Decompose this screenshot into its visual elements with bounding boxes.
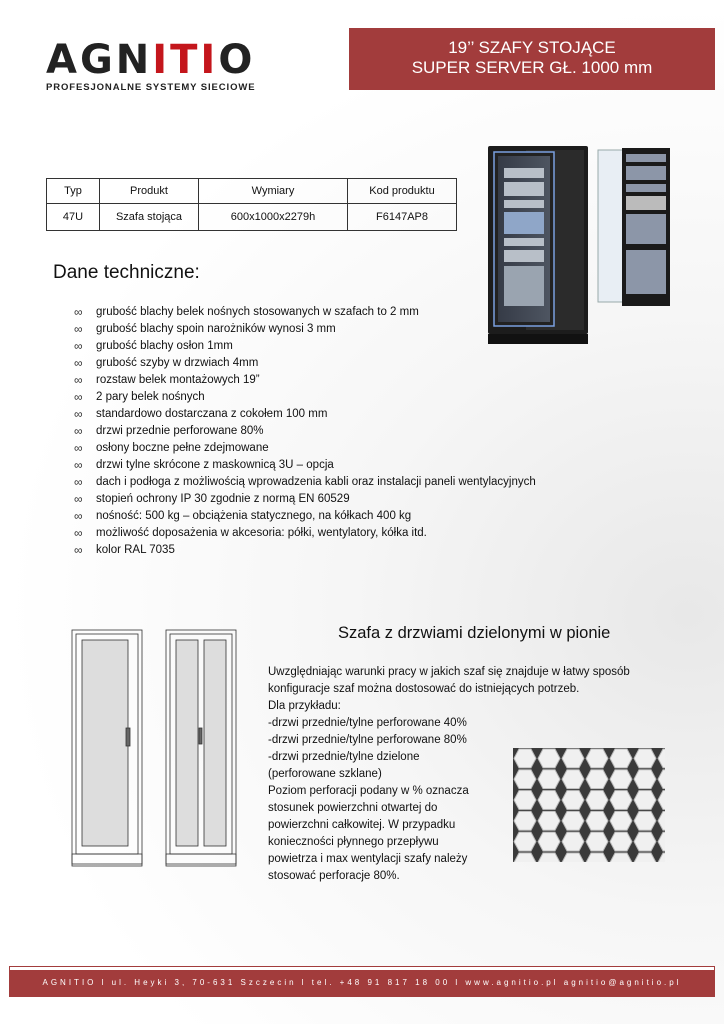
- product-table: [46, 178, 457, 231]
- hex-mesh: [513, 748, 665, 862]
- infinity-bullet-icon: ∞: [74, 441, 83, 455]
- table-header-row: [47, 179, 457, 204]
- list-item-text: rozstaw belek montażowych 19”: [96, 374, 260, 386]
- logo-wordmark-part1: AGN: [46, 37, 153, 83]
- col-produkt-header: Produkt: [100, 179, 199, 204]
- list-item-text: możliwość doposażenia w akcesoria: półki, wentylatory, kółka itd.: [96, 527, 427, 539]
- description-line: (perforowane szklane): [268, 768, 382, 780]
- title-banner: [349, 28, 715, 90]
- list-item: [74, 440, 536, 457]
- tech-feature-list: [74, 304, 536, 559]
- list-item: [74, 304, 536, 321]
- list-item: [74, 491, 536, 508]
- infinity-bullet-icon: ∞: [74, 305, 83, 319]
- infinity-bullet-icon: ∞: [74, 526, 83, 540]
- server-rack-photo: [486, 140, 686, 385]
- footer-bar: AGNITIO l ul. Heyki 3, 70-631 Szczecin l tel. +48 91 817 18 00 l www.agnitio.pl agnitio@agnitio.pl: [10, 967, 714, 996]
- list-item-text: standardowo dostarczana z cokołem 100 mm: [96, 408, 328, 420]
- list-item-text: dach i podłoga z możliwością wprowadzenia kabli oraz instalacji paneli wentylacyjnych: [96, 476, 536, 488]
- logo-subtitle: PROFESJONALNE SYSTEMY SIECIOWE: [46, 82, 256, 93]
- list-item-text: 2 pary belek nośnych: [96, 391, 205, 403]
- hex-perforation-image: [513, 748, 665, 862]
- list-item: [74, 457, 536, 474]
- title-line-1: 19’’ SZAFY STOJĄCE: [448, 38, 616, 57]
- list-item: [74, 474, 536, 491]
- rack-plinth: [488, 334, 588, 344]
- list-item: [74, 423, 536, 440]
- table-row: [47, 204, 457, 231]
- door-section-heading: Szafa z drzwiami dzielonymi w pionie: [338, 624, 611, 642]
- cabinet-drawings: [66, 628, 246, 868]
- description-line: -drzwi przednie/tylne perforowane 40%: [268, 717, 467, 729]
- list-item: [74, 389, 536, 406]
- infinity-bullet-icon: ∞: [74, 424, 83, 438]
- list-item: [74, 338, 536, 355]
- cabinet-drawing-split-door: [166, 630, 236, 866]
- company-logo: [46, 37, 286, 93]
- logo-wordmark: [46, 37, 286, 83]
- logo-wordmark-part3: O: [218, 37, 256, 83]
- list-item-text: kolor RAL 7035: [96, 544, 175, 556]
- infinity-bullet-icon: ∞: [74, 390, 83, 404]
- description-line: Dla przykładu:: [268, 700, 341, 712]
- tech-heading: Dane techniczne:: [53, 262, 200, 283]
- infinity-bullet-icon: ∞: [74, 509, 83, 523]
- description-line: -drzwi przednie/tylne dzielone: [268, 751, 420, 763]
- list-item: [74, 355, 536, 372]
- infinity-bullet-icon: ∞: [74, 373, 83, 387]
- list-item-text: osłony boczne pełne zdejmowane: [96, 442, 269, 454]
- list-item-text: nośność: 500 kg – obciążenia statycznego, na kółkach 400 kg: [96, 510, 412, 522]
- rack-open-equipment: [626, 154, 666, 294]
- description-line: Poziom perforacji podany w % oznacza: [268, 785, 469, 797]
- cell-produkt: Szafa stojąca: [100, 204, 199, 231]
- list-item: [74, 508, 536, 525]
- list-item: [74, 542, 536, 559]
- list-item: [74, 525, 536, 542]
- list-item-text: drzwi tylne skrócone z maskownicą 3U – opcja: [96, 459, 334, 471]
- list-item: [74, 372, 536, 389]
- infinity-bullet-icon: ∞: [74, 356, 83, 370]
- description-line: powierzchni całkowitej. W przypadku: [268, 819, 456, 831]
- description-line: stosunek powierzchni otwartej do: [268, 802, 438, 814]
- logo-wordmark-part2: ITI: [152, 37, 219, 83]
- description-line: -drzwi przednie/tylne perforowane 80%: [268, 734, 467, 746]
- cell-typ: 47U: [47, 204, 100, 231]
- list-item-text: stopień ochrony IP 30 zgodnie z normą EN 60529: [96, 493, 350, 505]
- cabinet-drawing-single-door: [72, 630, 142, 866]
- list-item-text: drzwi przednie perforowane 80%: [96, 425, 264, 437]
- infinity-bullet-icon: ∞: [74, 475, 83, 489]
- col-kod-header: Kod produktu: [348, 179, 457, 204]
- title-line-2: SUPER SERVER GŁ. 1000 mm: [411, 58, 653, 77]
- list-item: [74, 406, 536, 423]
- infinity-bullet-icon: ∞: [74, 492, 83, 506]
- col-wymiary-header: Wymiary: [199, 179, 348, 204]
- description-line: konieczności płynnego przepływu: [268, 836, 439, 848]
- list-item-text: grubość blachy belek nośnych stosowanych w szafach to 2 mm: [96, 306, 419, 318]
- description-line: Uwzględniając warunki pracy w jakich szaf się znajduje w łatwy sposób: [268, 666, 630, 678]
- list-item-text: grubość szyby w drzwiach 4mm: [96, 357, 259, 369]
- col-typ-header: Typ: [47, 179, 100, 204]
- description-line: konfiguracje szaf można dostosować do istniejących potrzeb.: [268, 683, 580, 695]
- cell-kod: F6147AP8: [348, 204, 457, 231]
- infinity-bullet-icon: ∞: [74, 322, 83, 336]
- infinity-bullet-icon: ∞: [74, 407, 83, 421]
- infinity-bullet-icon: ∞: [74, 543, 83, 557]
- cell-wymiary: 600x1000x2279h: [199, 204, 348, 231]
- description-line: powietrza i max wentylacji szafy należy: [268, 853, 468, 865]
- list-item: [74, 321, 536, 338]
- list-item-text: grubość blachy spoin narożników wynosi 3 mm: [96, 323, 336, 335]
- description-line: stosować perforacje 80%.: [268, 870, 400, 882]
- infinity-bullet-icon: ∞: [74, 339, 83, 353]
- list-item-text: grubość blachy osłon 1mm: [96, 340, 233, 352]
- infinity-bullet-icon: ∞: [74, 458, 83, 472]
